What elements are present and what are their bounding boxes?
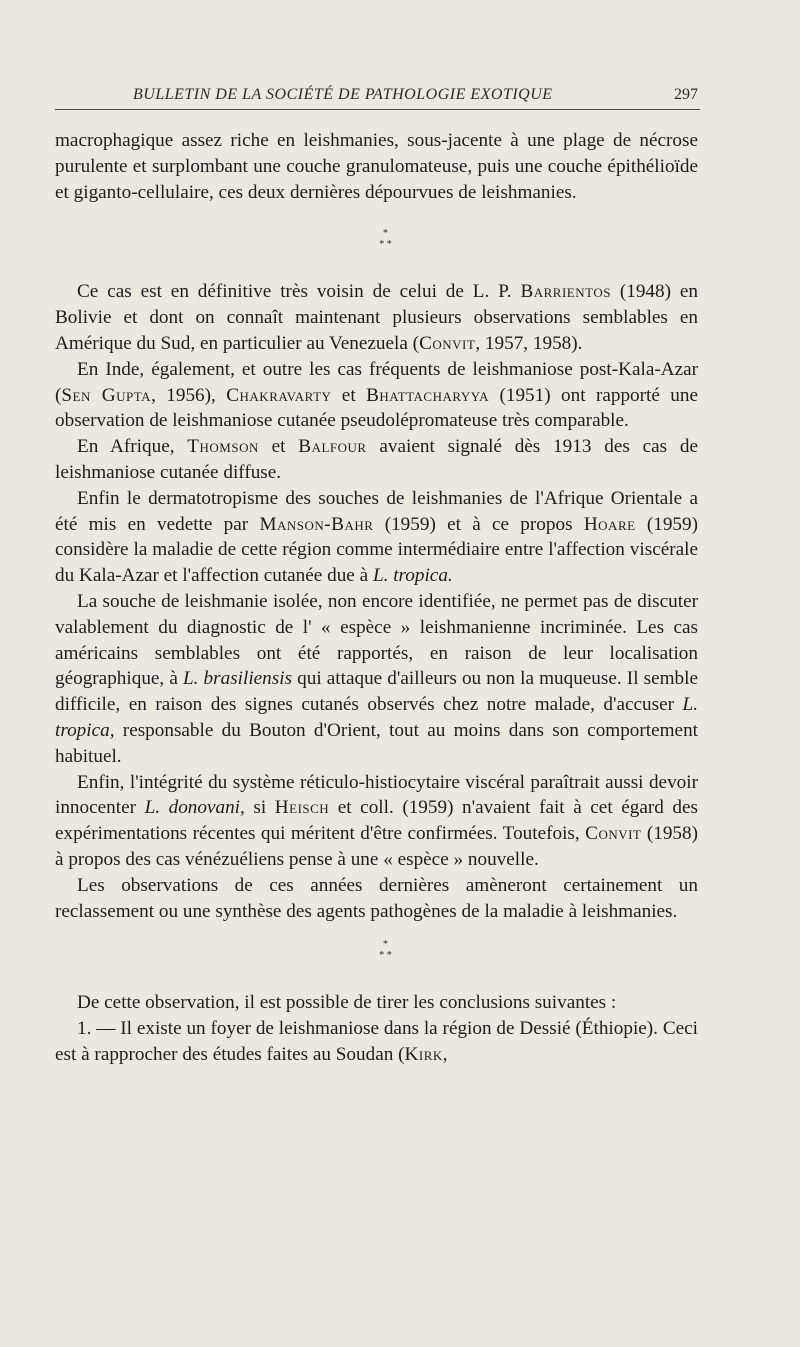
author-name: Hoare: [583, 513, 636, 535]
separator-bottom-stars: * *: [379, 950, 392, 962]
section-separator-1: [55, 229, 698, 251]
body-text: [55, 128, 698, 1068]
separator-top-star: *: [383, 228, 388, 240]
paragraph-5: Enfin le dermatotropisme des souches de leishmanies de l'Afrique Orientale a été mis en vedette par Manson-Bahr (1959) et à ce propos Hoare (1959) considère la maladie de cette région comme intermédiaire entre l'affection viscérale du Kala-Azar et l'affection cutanée due à L. tropica.: [55, 487, 698, 587]
paragraph-8: Les observations de ces années dernières amèneront certainement un reclassement ou une synthèse des agents pathogènes de la maladie à leishmanies.: [55, 874, 698, 922]
paragraph-2: Ce cas est en définitive très voisin de celui de L. P. Barrientos (1948) en Bolivie et dont on connaît maintenant plusieurs observations semblables en Amérique du Sud, en particulier au Venezuela (Convit, 1957, 1958).: [55, 281, 698, 354]
header-rule: [55, 109, 700, 110]
author-name: Balfour: [298, 436, 367, 458]
page-number: 297: [674, 86, 698, 103]
paragraph-3: En Inde, également, et outre les cas fréquents de leishmaniose post-Kala-Azar (Sen Gupta, 1956), Chakravarty et Bhattacharyya (1951) ont rapporté une observation de leishmaniose cutanée pseudolépromateuse très comparable.: [55, 358, 698, 432]
species-name: L. donovani,: [144, 797, 245, 819]
paragraph-7: Enfin, l'intégrité du système réticulo-histiocytaire viscéral paraîtrait aussi devoir innocenter L. donovani, si Heisch et coll. (1959) n'avaient fait à cet égard des expérimentations récentes qui méritent d'être confirmées. Toutefois, Convit (1958) à propos des cas vénézuéliens pense à une « espèce » nouvelle.: [55, 771, 698, 870]
author-name: Kirk: [404, 1043, 443, 1065]
species-name: L. tropica.: [372, 565, 453, 587]
paragraph-9: De cette observation, il est possible de tirer les conclusions suivantes :: [77, 992, 617, 1014]
author-name: Sen Gupta: [61, 384, 152, 406]
species-name: L. brasiliensis: [182, 668, 293, 690]
author-name: Chakravarty: [226, 384, 332, 406]
author-name: Convit: [419, 332, 476, 354]
author-name: Manson-Bahr: [259, 513, 374, 535]
running-header: [55, 86, 700, 108]
author-name: Convit: [585, 823, 642, 845]
section-separator-2: [55, 940, 698, 962]
paragraph-10: 1. — Il existe un foyer de leishmaniose dans la région de Dessié (Éthiopie). Ceci est à rapprocher des études faites au Soudan (Kirk,: [55, 1018, 698, 1065]
author-name: Thomson: [187, 436, 259, 458]
journal-title: BULLETIN DE LA SOCIÉTÉ DE PATHOLOGIE EXOTIQUE: [133, 86, 553, 103]
species-name: L. tropica,: [55, 694, 698, 741]
separator-top-star: *: [383, 939, 388, 951]
paragraph-4: En Afrique, Thomson et Balfour avaient signalé dès 1913 des cas de leishmaniose cutanée diffuse.: [55, 436, 698, 483]
author-name: Heisch: [274, 797, 330, 819]
paragraph-1: macrophagique assez riche en leishmanies, sous-jacente à une plage de nécrose purulente et surplombant une couche granulomateuse, puis une couche épithélioïde et giganto-cellulaire, ces deux dernières dépourvues de leishmanies.: [55, 130, 698, 203]
separator-bottom-stars: * *: [379, 239, 392, 251]
author-name: Bhattacharyya: [366, 384, 490, 406]
paragraph-6: La souche de leishmanie isolée, non encore identifiée, ne permet pas de discuter valablement du diagnostic de l' « espèce » leishmanienne incriminée. Les cas américains semblables ont été rapportés, en raison de leur localisation géographique, à L. brasiliensis qui attaque d'ailleurs ou non la muqueuse. Il semble difficile, en raison des signes cutanés observés chez notre malade, d'accuser L. tropica, responsable du Bouton d'Orient, tout au moins dans son comportement habituel.: [55, 590, 698, 767]
author-name: Barrientos: [520, 281, 611, 303]
